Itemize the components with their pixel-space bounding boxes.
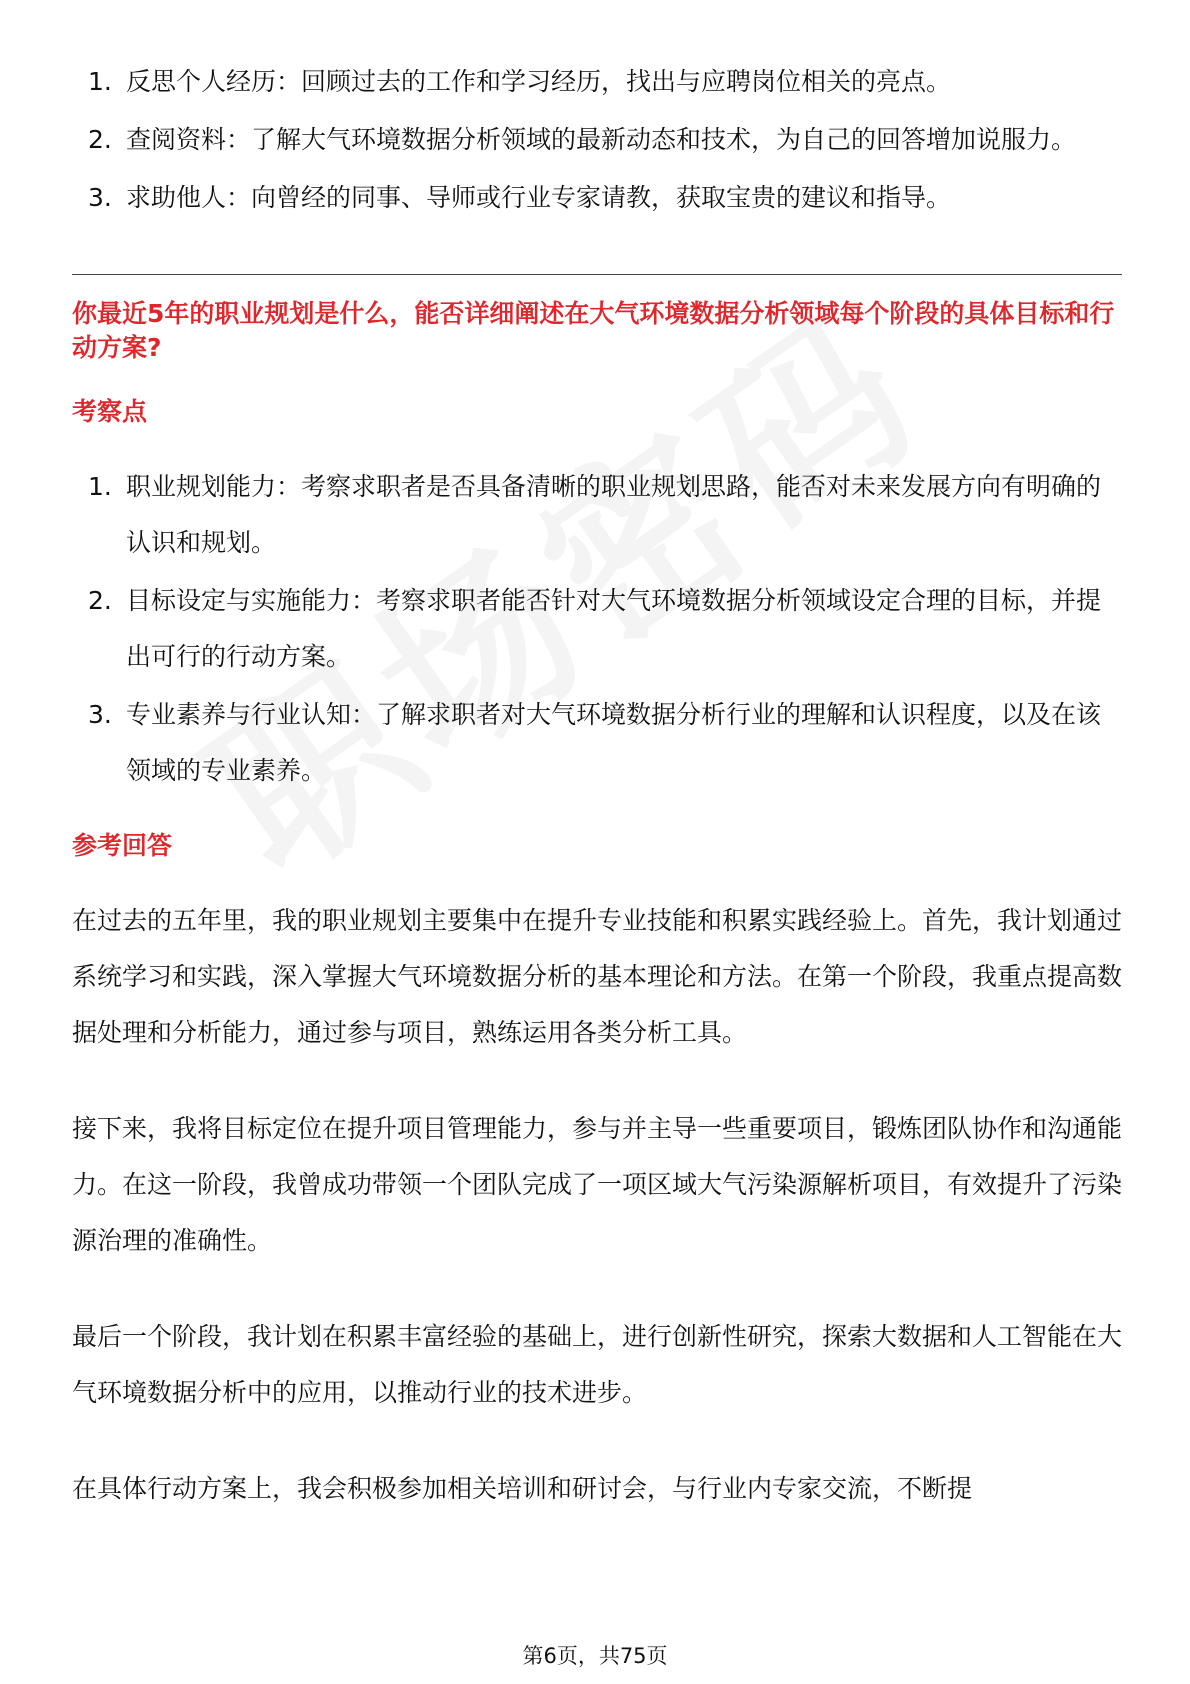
list-number: 3. [88, 700, 112, 729]
list-number: 1. [88, 472, 112, 501]
list-number: 1. [88, 67, 112, 96]
list-number: 2. [88, 125, 112, 154]
list-text: 目标设定与实施能力：考察求职者能否针对大气环境数据分析领域设定合理的目标，并提出可行的行动方案。 [126, 586, 1102, 671]
list-item [72, 459, 1122, 571]
assessment-title: 考察点 [72, 397, 148, 426]
page-content [72, 54, 1122, 1557]
list-number: 2. [88, 586, 112, 615]
list-text: 求助他人：向曾经的同事、导师或行业专家请教，获取宝贵的建议和指导。 [126, 183, 952, 212]
answer-paragraph: 接下来，我将目标定位在提升项目管理能力，参与并主导一些重要项目，锻炼团队协作和沟通能力。在这一阶段，我曾成功带领一个团队完成了一项区域大气污染源解析项目，有效提升了污染源治理的准确性。 [72, 1114, 1123, 1255]
list-item [72, 573, 1122, 685]
list-text: 查阅资料：了解大气环境数据分析领域的最新动态和技术，为自己的回答增加说服力。 [126, 125, 1077, 154]
list-item [72, 170, 1122, 226]
intro-list [72, 54, 1122, 226]
list-item [72, 112, 1122, 168]
list-item [72, 54, 1122, 110]
list-text: 职业规划能力：考察求职者是否具备清晰的职业规划思路，能否对未来发展方向有明确的认识和规划。 [126, 472, 1102, 557]
assessment-list [72, 459, 1122, 799]
answer-paragraph: 在具体行动方案上，我会积极参加相关培训和研讨会，与行业内专家交流，不断提 [72, 1474, 973, 1503]
answer-title: 参考回答 [72, 831, 173, 860]
list-text: 反思个人经历：回顾过去的工作和学习经历，找出与应聘岗位相关的亮点。 [126, 67, 952, 96]
section-divider [72, 274, 1122, 275]
page-footer: 第6页，共75页 [522, 1644, 668, 1668]
list-item [72, 687, 1122, 799]
question-heading: 你最近5年的职业规划是什么，能否详细阐述在大气环境数据分析领域每个阶段的具体目标和行动方案? [72, 299, 1115, 362]
list-text: 专业素养与行业认知：了解求职者对大气环境数据分析行业的理解和认识程度，以及在该领域的专业素养。 [126, 700, 1102, 785]
answer-paragraph: 在过去的五年里，我的职业规划主要集中在提升专业技能和积累实践经验上。首先，我计划通过系统学习和实践，深入掌握大气环境数据分析的基本理论和方法。在第一个阶段，我重点提高数据处理和分析能力，通过参与项目，熟练运用各类分析工具。 [72, 906, 1123, 1047]
list-number: 3. [88, 183, 112, 212]
answer-paragraph: 最后一个阶段，我计划在积累丰富经验的基础上，进行创新性研究，探索大数据和人工智能在大气环境数据分析中的应用，以推动行业的技术进步。 [72, 1322, 1123, 1407]
